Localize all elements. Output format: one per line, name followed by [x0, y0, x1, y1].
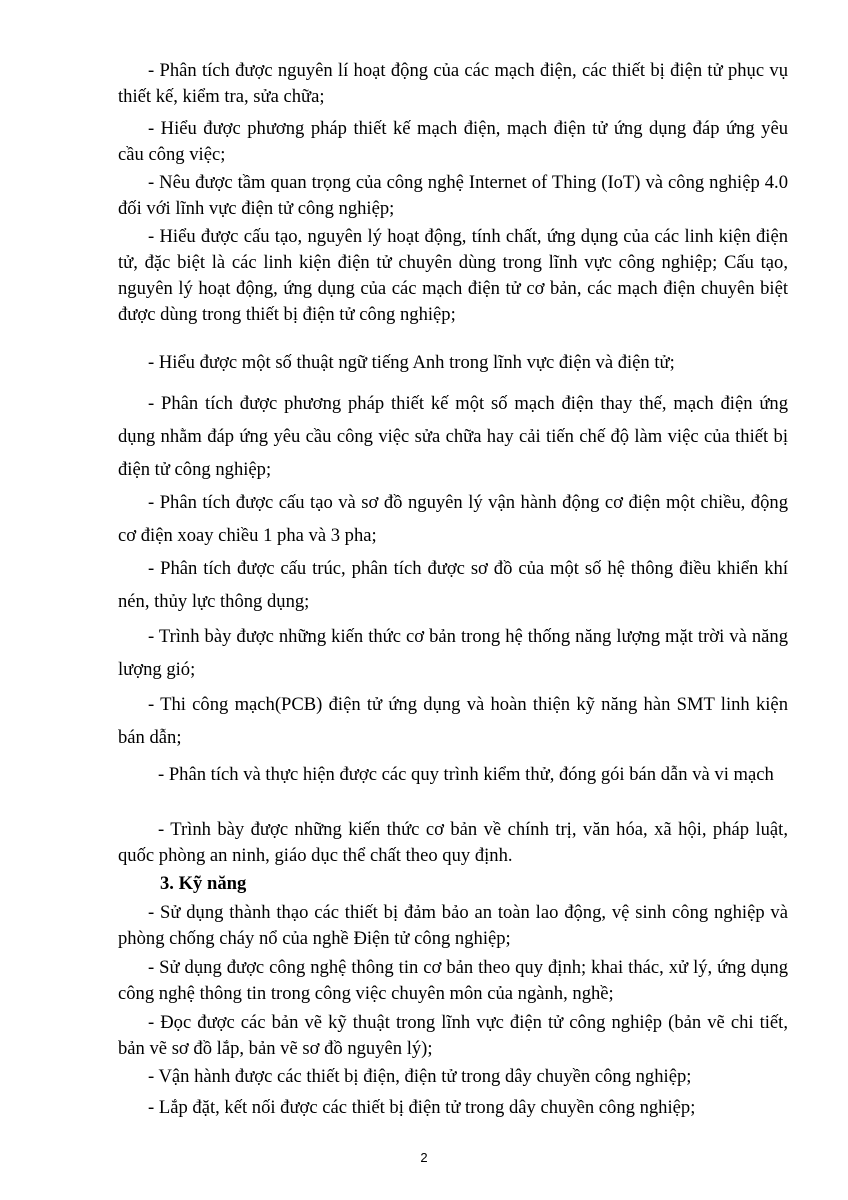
knowledge-item: - Thi công mạch(PCB) điện tử ứng dụng và hoàn thiện kỹ năng hàn SMT linh kiện bán dẫn; [118, 694, 788, 748]
page-number: 2 [420, 1150, 428, 1165]
knowledge-item: - Nêu được tầm quan trọng của công nghệ Internet of Thing (IoT) và công nghiệp 4.0 đối với lĩnh vực điện tử công nghiệp; [118, 172, 788, 219]
knowledge-item: - Phân tích được phương pháp thiết kế một số mạch điện thay thế, mạch điện ứng dụng nhằm đáp ứng yêu cầu công việc sửa chữa hay cải tiến chế độ làm việc của thiết bị điện tử công nghiệp; [118, 393, 788, 480]
skills-item: - Vận hành được các thiết bị điện, điện tử trong dây chuyền công nghiệp; [148, 1066, 692, 1087]
knowledge-item: - Phân tích được nguyên lí hoạt động của các mạch điện, các thiết bị điện tử phục vụ thiết kế, kiểm tra, sửa chữa; [118, 60, 788, 107]
section-heading: 3. Kỹ năng [160, 873, 247, 894]
knowledge-item: - Phân tích được cấu tạo và sơ đồ nguyên lý vận hành động cơ điện một chiều, động cơ điện xoay chiều 1 pha và 3 pha; [118, 492, 788, 546]
knowledge-item: - Phân tích được cấu trúc, phân tích được sơ đồ của một số hệ thông điều khiển khí nén, thủy lực thông dụng; [118, 558, 788, 612]
knowledge-item: - Hiểu được phương pháp thiết kế mạch điện, mạch điện tử ứng dụng đáp ứng yêu cầu công việc; [118, 118, 788, 165]
skills-item: - Sử dụng được công nghệ thông tin cơ bản theo quy định; khai thác, xử lý, ứng dụng công nghệ thông tin trong công việc chuyên môn của ngành, nghề; [118, 957, 788, 1004]
knowledge-item: - Hiểu được cấu tạo, nguyên lý hoạt động, tính chất, ứng dụng của các linh kiện điện tử, đặc biệt là các linh kiện điện tử chuyên dùng trong lĩnh vực công nghiệp; Cấu tạo, nguyên lý hoạt động, ứng dụng của các mạch điện tử cơ bản, các mạch điện chuyên biệt được dùng trong thiết bị điện tử công nghiệp; [118, 226, 788, 325]
skills-item: - Sử dụng thành thạo các thiết bị đảm bảo an toàn lao động, vệ sinh công nghiệp và phòng chống cháy nổ của nghề Điện tử công nghiệp; [118, 902, 788, 949]
knowledge-item: - Hiểu được một số thuật ngữ tiếng Anh trong lĩnh vực điện và điện tử; [148, 352, 675, 373]
knowledge-item: - Trình bày được những kiến thức cơ bản về chính trị, văn hóa, xã hội, pháp luật, quốc phòng an ninh, giáo dục thể chất theo quy định. [118, 819, 788, 866]
knowledge-item: - Trình bày được những kiến thức cơ bản trong hệ thống năng lượng mặt trời và năng lượng gió; [118, 626, 788, 680]
knowledge-item: - Phân tích và thực hiện được các quy trình kiểm thử, đóng gói bán dẫn và vi mạch [158, 764, 774, 785]
skills-item: - Đọc được các bản vẽ kỹ thuật trong lĩnh vực điện tử công nghiệp (bản vẽ chi tiết, bản vẽ sơ đồ lắp, bản vẽ sơ đồ nguyên lý); [118, 1012, 788, 1059]
skills-item: - Lắp đặt, kết nối được các thiết bị điện tử trong dây chuyền công nghiệp; [148, 1097, 696, 1118]
